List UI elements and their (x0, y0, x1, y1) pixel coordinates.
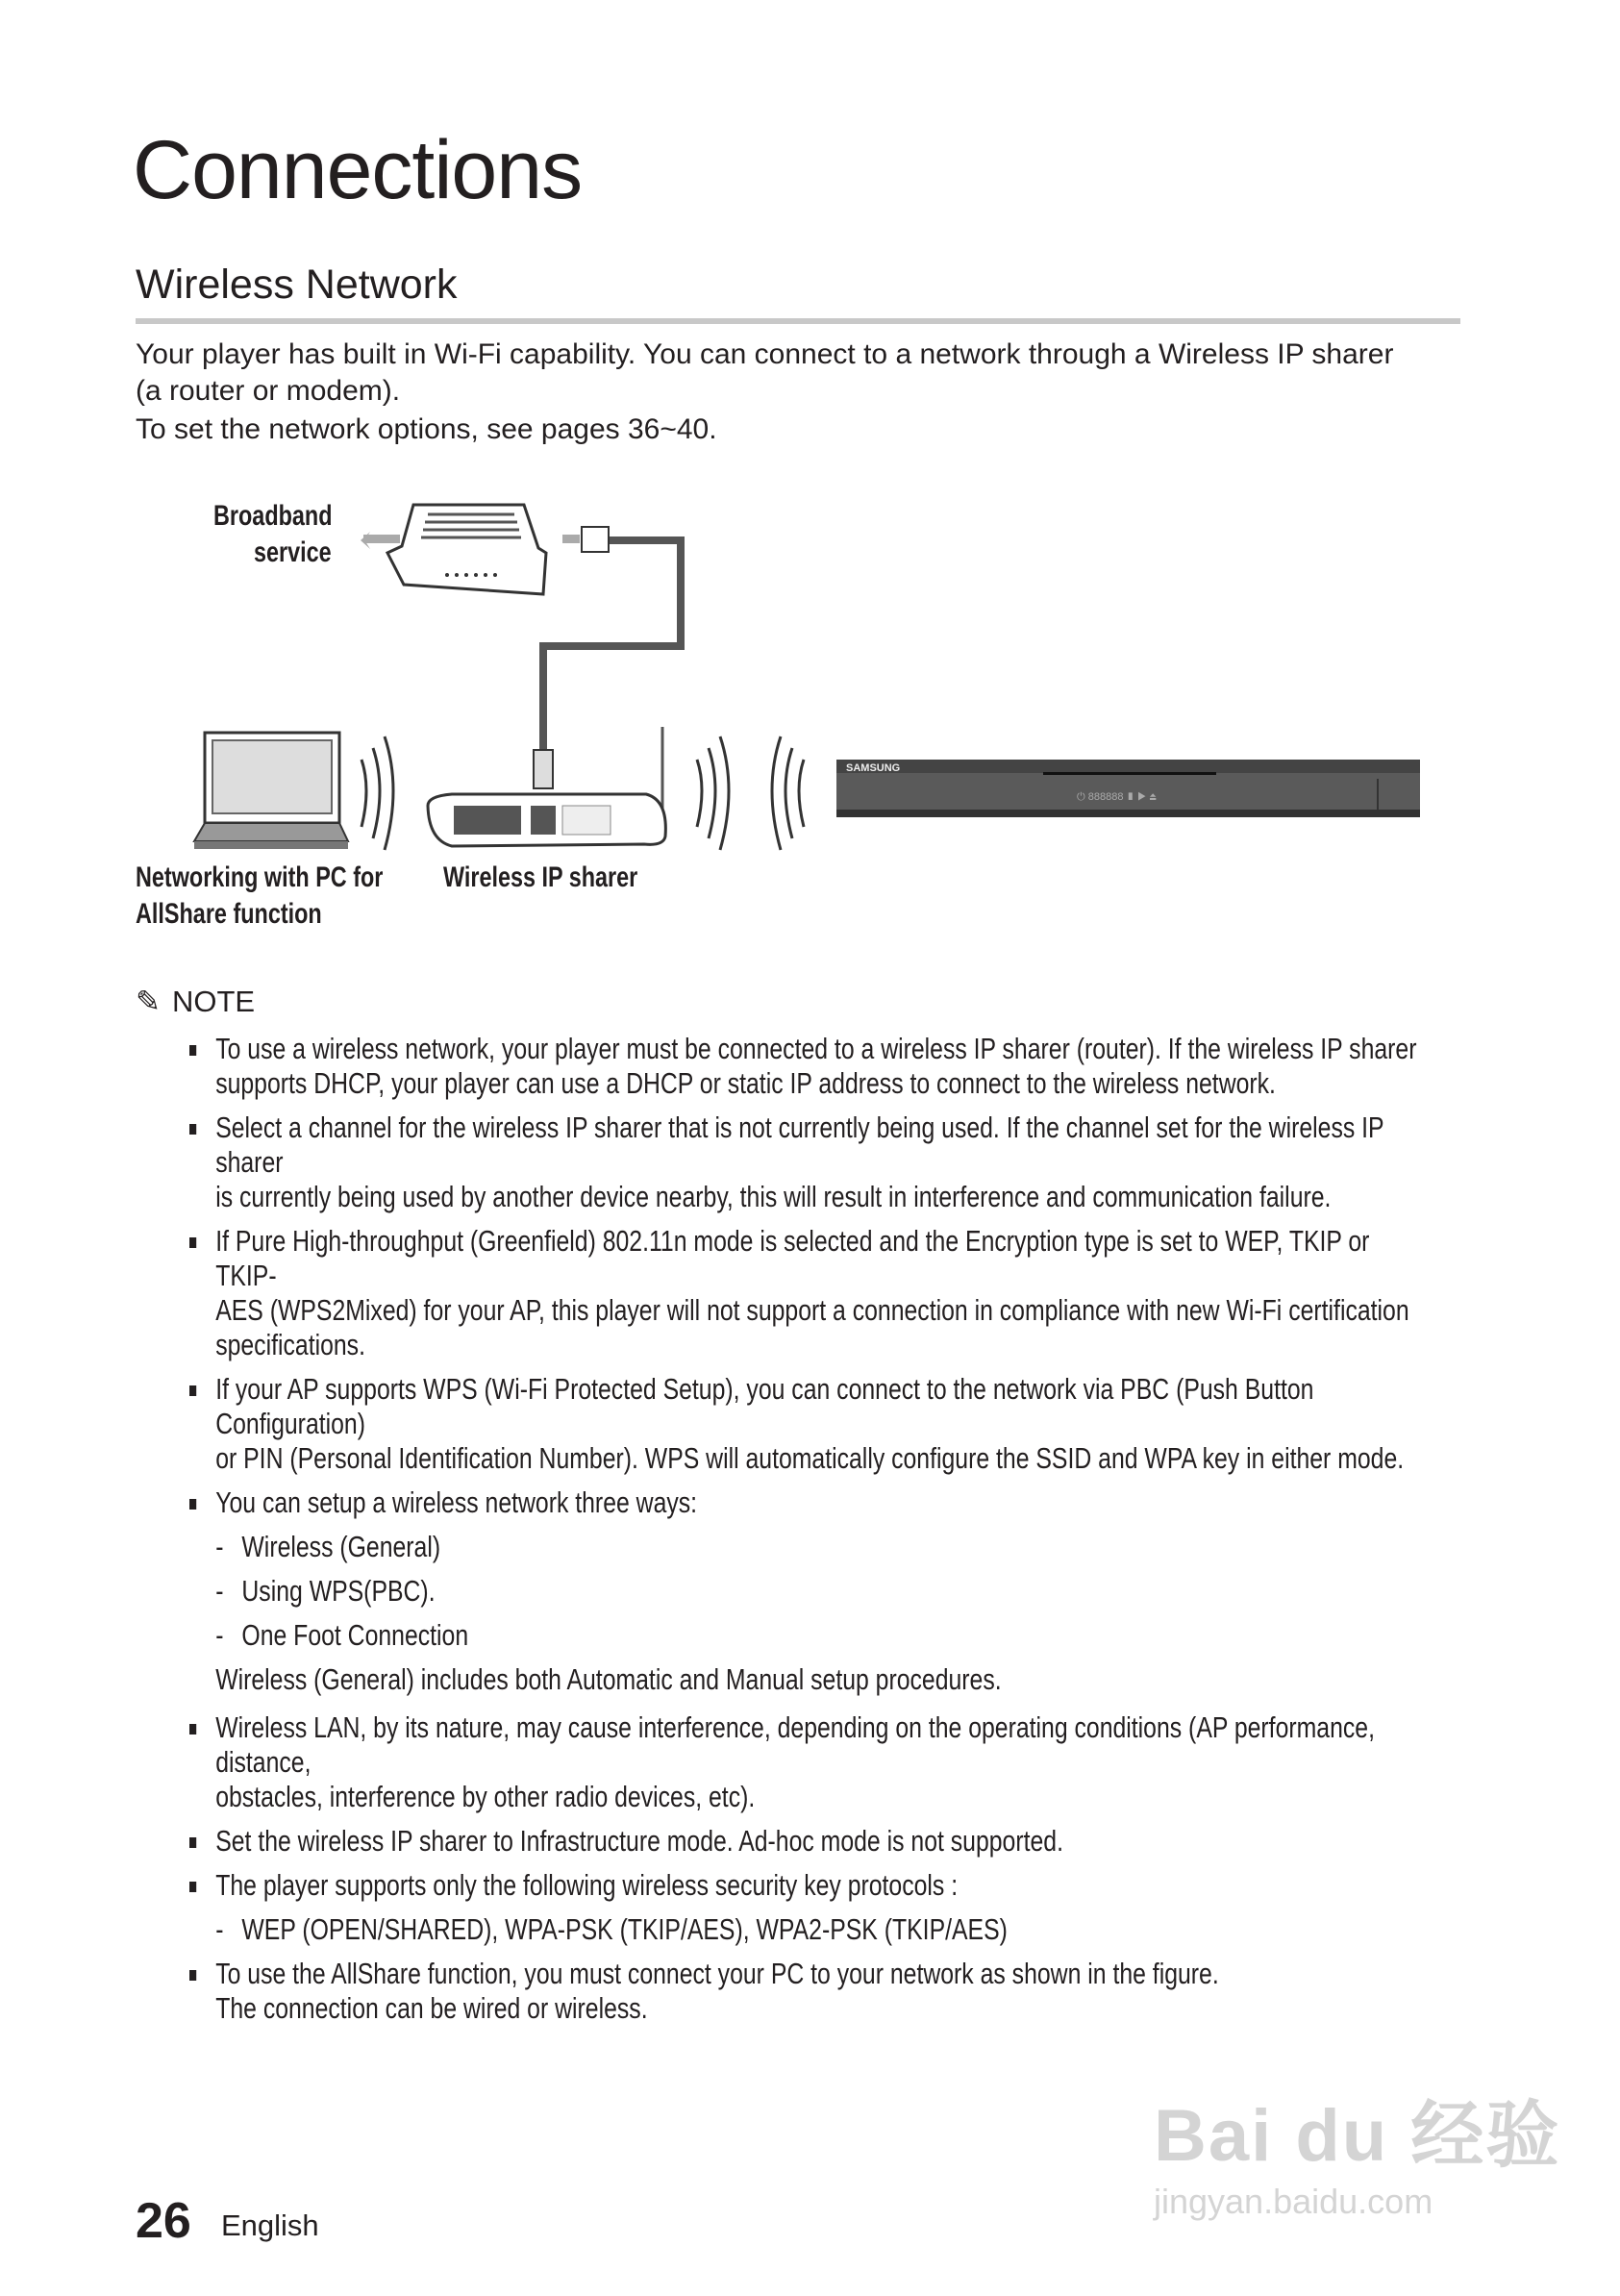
note-bullet: To use the AllShare function, you must connect your PC to your network as shown in the figure. The connection can be wired or wireless. (189, 1957, 1429, 2026)
watermark: Bai du 经验 jingyan.baidu.com (1154, 2095, 1561, 2221)
intro-line: (a router or modem). (136, 375, 401, 407)
ethernet-plug-icon (582, 527, 609, 552)
page-title: Connections (133, 124, 583, 216)
pc-label: AllShare function (136, 898, 322, 930)
pc-label: Networking with PC for (136, 861, 384, 893)
section-title: Wireless Network (136, 262, 458, 308)
svg-text:⏻ 888888 ▮ ▶ ⏏: ⏻ 888888 ▮ ▶ ⏏ (1077, 791, 1158, 803)
note-bullet: You can setup a wireless network three ways: (189, 1485, 1429, 1520)
note-bullet: If your AP supports WPS (Wi-Fi Protected Setup), you can connect to the network via PBC (Push Button Configuration) or PIN (Personal Identification Number). WPS will automatically configure the SSID and WPA key in either mode. (189, 1372, 1429, 1476)
note-bullet: Wireless LAN, by its nature, may cause interference, depending on the operating conditions (AP performance, distance, obstacles, interference by other radio devices, etc). (189, 1710, 1429, 1814)
setup-ways-note: Wireless (General) includes both Automatic and Manual setup procedures. (215, 1662, 1002, 1696)
intro-line: Your player has built in Wi-Fi capability. You can connect to a network through a Wireless IP sharer (136, 338, 1394, 370)
intro-line: To set the network options, see pages 36~40. (136, 413, 717, 445)
ethernet-cable (543, 540, 681, 755)
note-list (189, 1032, 1429, 2035)
protocol-item: - WEP (OPEN/SHARED), WPA-PSK (TKIP/AES), WPA2-PSK (TKIP/AES) (215, 1912, 1008, 1946)
network-diagram (0, 0, 1620, 961)
laptop-icon (194, 733, 348, 849)
language-label: English (221, 2209, 319, 2242)
note-bullet: The player supports only the following wireless security key protocols : (189, 1868, 1429, 1903)
pencil-note-icon: ✎ (136, 985, 161, 1018)
note-bullet: If Pure High-throughput (Greenfield) 802.11n mode is selected and the Encryption type is set to WEP, TKIP or TKIP- AES (WPS2Mixed) for your AP, this player will not support a connection in compliance with new Wi-Fi certification specifications. (189, 1224, 1429, 1362)
note-bullet: Set the wireless IP sharer to Infrastructure mode. Ad-hoc mode is not supported. (189, 1824, 1429, 1859)
note-bullet: To use a wireless network, your player must be connected to a wireless IP sharer (router). If the wireless IP sharer supports DHCP, your player can use a DHCP or static IP address to connect to the wireless network. (189, 1032, 1429, 1101)
modem-icon (387, 505, 546, 594)
broadband-label: service (254, 537, 332, 568)
router-label: Wireless IP sharer (443, 861, 638, 893)
setup-way: - One Foot Connection (215, 1618, 469, 1652)
broadband-label: Broadband (213, 500, 333, 532)
page-number: 26 (136, 2193, 191, 2249)
note-bullet: Select a channel for the wireless IP sharer that is not currently being used. If the channel set for the wireless IP sharer is currently being used by another device nearby, this will result in interference and communication failure. (189, 1111, 1429, 1214)
note-heading (136, 985, 255, 1019)
note-label: NOTE (171, 985, 256, 1018)
setup-way: - Using WPS(PBC). (215, 1574, 436, 1608)
bluray-player-icon (836, 760, 1420, 817)
player-brand: SAMSUNG (846, 762, 901, 774)
setup-way: - Wireless (General) (215, 1530, 441, 1563)
